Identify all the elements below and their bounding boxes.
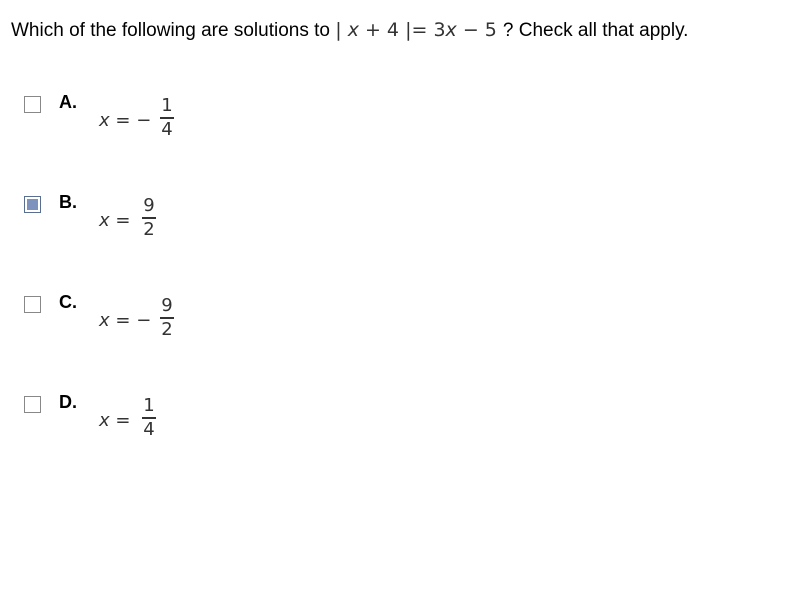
option-lhs — [99, 210, 130, 231]
variable: x — [99, 310, 110, 331]
fraction — [160, 96, 174, 140]
equals-sign: = — [109, 110, 137, 131]
question-suffix: ? Check all that apply. — [502, 20, 689, 41]
checkbox-option-b[interactable] — [24, 196, 41, 213]
abs-open: | — [335, 19, 342, 41]
checkbox-checked-fill — [27, 199, 38, 210]
numerator: 1 — [143, 395, 155, 416]
option-lhs — [99, 110, 151, 131]
question-text — [11, 16, 688, 45]
numerator: 9 — [143, 195, 155, 216]
option-letter: D. — [59, 392, 77, 412]
checkbox-option-c[interactable] — [24, 296, 41, 313]
checkbox-option-d[interactable] — [24, 396, 41, 413]
variable: x — [99, 110, 110, 131]
denominator: 2 — [143, 218, 155, 240]
numerator: 9 — [161, 295, 173, 316]
numerator: 1 — [161, 95, 173, 116]
option-letter: C. — [59, 292, 77, 312]
denominator: 2 — [161, 318, 173, 340]
minus-sign: − — [136, 110, 152, 131]
equals-sign: = — [109, 410, 131, 431]
fraction — [142, 396, 156, 440]
equation-var1: x — [347, 19, 359, 41]
fraction — [160, 296, 174, 340]
variable: x — [99, 410, 110, 431]
fraction — [142, 196, 156, 240]
checkbox-option-a[interactable] — [24, 96, 41, 113]
denominator: 4 — [143, 418, 155, 440]
option-letter: B. — [59, 192, 77, 212]
equation — [335, 19, 503, 41]
option-lhs — [99, 410, 130, 431]
equation-abs-close-eq: |= 3 — [405, 19, 446, 41]
denominator: 4 — [161, 118, 173, 140]
variable: x — [99, 210, 110, 231]
equation-plus-part: + 4 — [358, 19, 406, 41]
equals-sign: = — [109, 210, 131, 231]
equation-minus-part: − 5 — [456, 19, 497, 41]
option-lhs — [99, 310, 151, 331]
minus-sign: − — [136, 310, 152, 331]
question-prefix: Which of the following are solutions to — [11, 20, 330, 41]
equation-var2: x — [445, 19, 457, 41]
option-letter: A. — [59, 92, 77, 112]
equals-sign: = — [109, 310, 137, 331]
